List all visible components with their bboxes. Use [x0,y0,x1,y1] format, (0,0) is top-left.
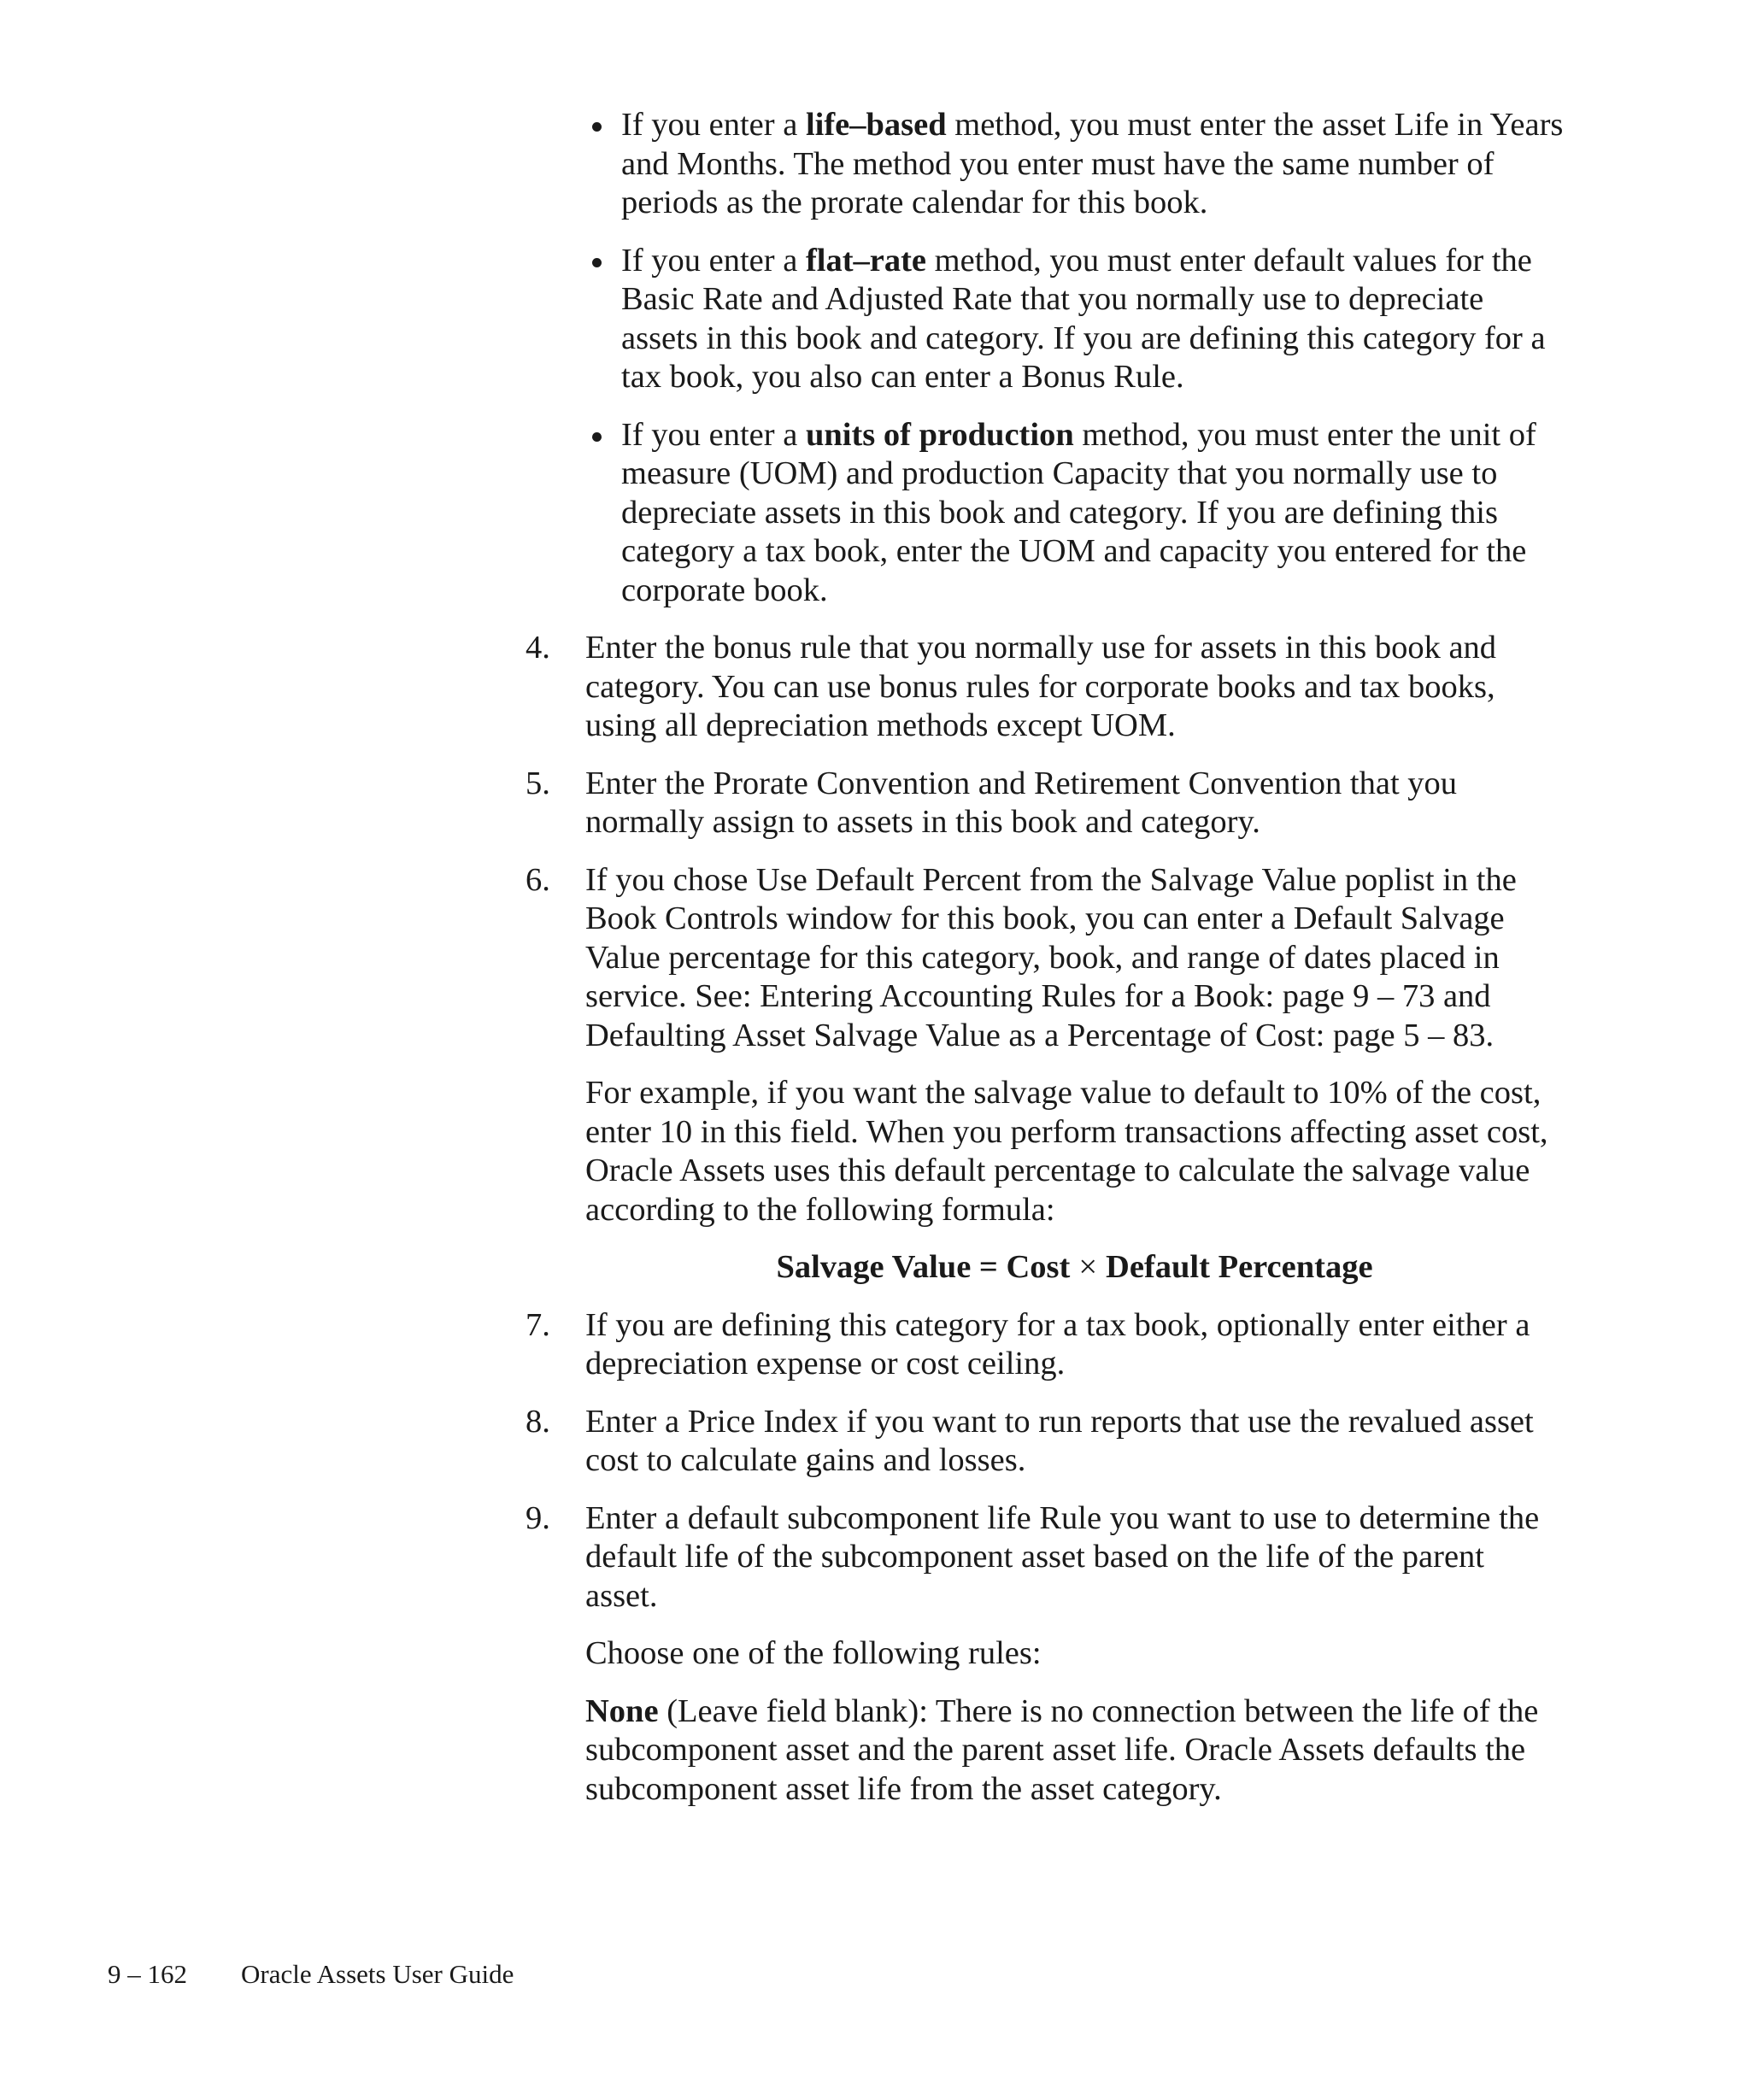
multiply-symbol: × [1078,1249,1098,1285]
step-text: Enter a Price Index if you want to run reports that use the revalued asset cost to calculate gains and losses. [585,1403,1534,1478]
step-number: 5. [526,765,550,801]
bullet-dot [592,432,602,442]
step-5 [526,765,1564,842]
bullet-life-based: If you enter a life–based method, you must enter the asset Life in Years and Months. The method you enter must have the same number of periods as the prorate calendar for this book. [526,106,1564,223]
step-8 [526,1403,1564,1481]
term-units-of-production: units of production [805,416,1074,453]
step-number: 4. [526,630,550,666]
footer-book-title: Oracle Assets User Guide [241,1959,514,1989]
step-number: 7. [526,1306,550,1343]
footer-page-number: 9 – 162 [108,1959,187,1989]
step-text: Enter a default subcomponent life Rule you want to use to determine the default life of the subcomponent asset based on the life of the parent asset. [585,1499,1540,1614]
bullet-dot [592,258,602,267]
page-footer [108,1959,514,1990]
bullet-dot [592,122,602,132]
step-7 [526,1306,1564,1384]
step-text: Enter the Prorate Convention and Retirement Convention that you normally assign to assets in this book and category. [585,765,1458,840]
salvage-formula: Salvage Value = Cost × Default Percentage [776,1249,1373,1285]
step-number: 9. [526,1499,550,1536]
page-body [526,106,1564,1827]
step-9 [526,1499,1564,1616]
step-number: 8. [526,1403,550,1440]
term-life-based: life–based [805,107,947,143]
step-text: If you are defining this category for a tax book, optionally enter either a depreciation expense or cost ceiling. [585,1306,1530,1381]
step-6 [526,861,1564,1056]
salvage-example-paragraph: For example, if you want the salvage value to default to 10% of the cost, enter 10 in this field. When you perform transactions affecting asset cost, Oracle Assets uses this default percentage to calculate the salvage value according to the following formula: [585,1075,1548,1228]
choose-rules-paragraph: Choose one of the following rules: [585,1635,1042,1671]
rule-none-label: None [585,1692,659,1729]
step-number: 6. [526,861,550,898]
bullet-units-of-production: If you enter a units of production method, you must enter the unit of measure (UOM) and production Capacity that you normally use to depreciate assets in this book and category. If you are defining this category a tax book, enter the UOM and capacity you entered for the corporate book. [526,416,1564,611]
step-text: If you chose Use Default Percent from the Salvage Value poplist in the Book Controls window for this book, you can enter a Default Salvage Value percentage for this category, book, and range of dates placed in service. See: Entering Accounting Rules for a Book: page 9 – 73 and Defaulting Asset Salvage Value as a Percentage of Cost: page 5 – 83. [585,861,1517,1053]
step-text: Enter the bonus rule that you normally use for assets in this book and category. You can use bonus rules for corporate books and tax books, using all depreciation methods except UOM. [585,630,1497,743]
step-4 [526,629,1564,746]
bullet-flat-rate: If you enter a flat–rate method, you must enter default values for the Basic Rate and Adjusted Rate that you normally use to depreciate assets in this book and category. If you are defining this category for a tax book, you also can enter a Bonus Rule. [526,242,1564,397]
term-flat-rate: flat–rate [805,242,927,279]
rule-none-paragraph: None (Leave field blank): There is no connection between the life of the subcomponent asset and the parent asset life. Oracle Assets defaults the subcomponent asset life from the asset category. [585,1692,1539,1807]
